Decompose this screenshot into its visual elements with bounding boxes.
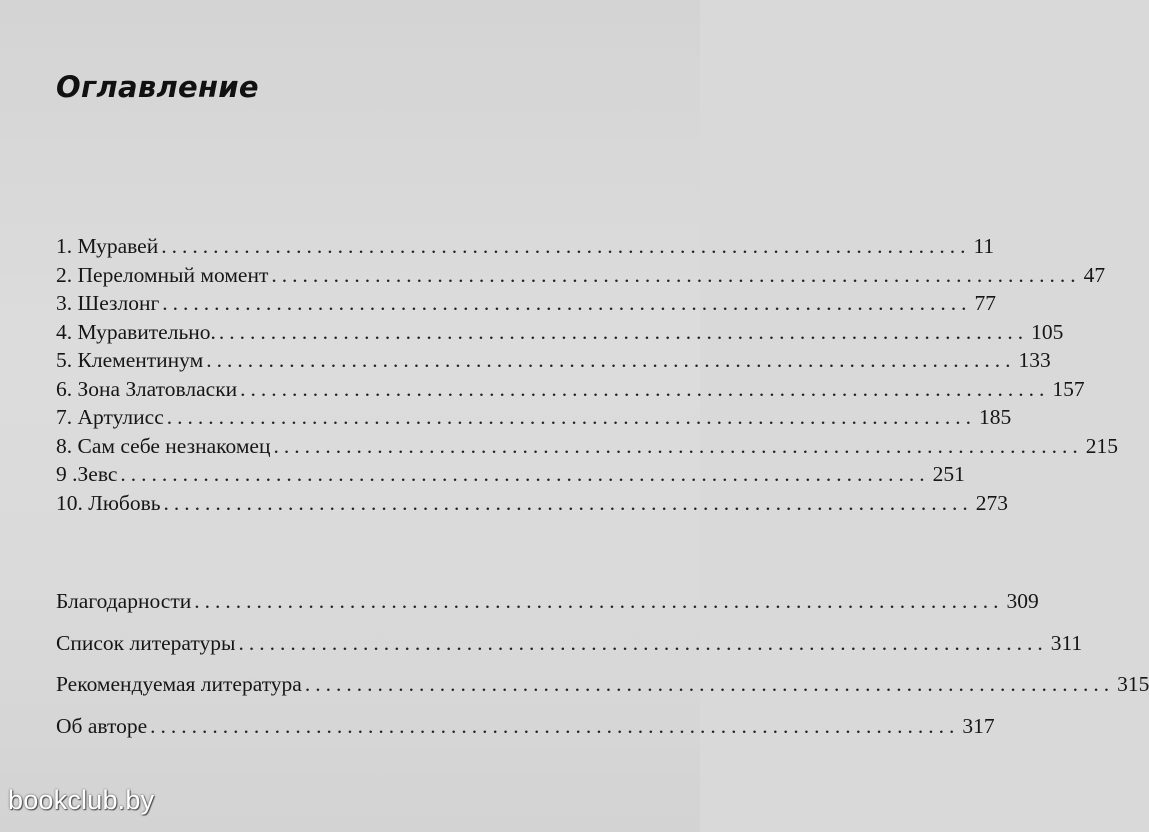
toc-entry[interactable]: [56, 318, 1064, 347]
toc-entry[interactable]: [56, 629, 1083, 658]
leader-dots: ..............................................................................: [166, 405, 976, 429]
page-title: Оглавление: [56, 70, 259, 104]
toc-entry-page: 311: [1050, 630, 1083, 655]
toc-entry-label: 10. Любовь: [56, 490, 161, 515]
toc-entry-label: 2. Переломный момент: [56, 262, 269, 287]
leader-dots: ..............................................................................: [162, 291, 972, 315]
toc-entry[interactable]: [56, 712, 995, 741]
toc-entry-page: 157: [1052, 376, 1085, 401]
toc-entry[interactable]: [56, 232, 995, 261]
show-through-text: [30, 0, 690, 44]
toc-entry[interactable]: [56, 432, 1118, 461]
toc-entry[interactable]: [56, 289, 997, 318]
leader-dots: ..............................................................................: [238, 630, 1048, 655]
toc-entry-page: 11: [973, 234, 995, 258]
leader-dots: ..............................................................................: [273, 433, 1083, 458]
toc-entry-label: Благодарности: [56, 589, 192, 613]
leader-dots: ..............................................................................: [218, 319, 1029, 344]
toc-entry-page: 185: [978, 405, 1012, 429]
toc-entry-label: Список литературы: [56, 630, 236, 655]
watermark-logo: bookclub.by: [8, 785, 155, 815]
leader-dots: ..............................................................................: [120, 462, 930, 486]
toc-entry-page: 251: [932, 462, 965, 486]
toc-entry-page: 77: [974, 291, 997, 315]
leader-dots: ..............................................................................: [161, 234, 971, 258]
leader-dots: ..............................................................................: [240, 376, 1050, 401]
toc-entry[interactable]: [56, 346, 1051, 375]
toc-entry[interactable]: [56, 489, 1009, 518]
toc-entry-label: Об авторе: [56, 713, 148, 738]
leader-dots: ..............................................................................: [206, 348, 1016, 372]
back-matter-list: [56, 587, 1149, 753]
toc-entry-label: Рекомендуемая литература: [56, 672, 302, 696]
toc-entry[interactable]: [56, 375, 1085, 404]
toc-entry-page: 317: [962, 713, 995, 738]
toc-entry-page: 309: [1006, 589, 1039, 613]
toc-entry-label: 9 .Зевс: [56, 462, 118, 486]
toc-entry-page: 273: [975, 490, 1009, 515]
toc-entry-label: 5. Клементинум: [56, 348, 204, 372]
table-of-contents: [56, 232, 1118, 517]
toc-entry-page: 105: [1031, 319, 1064, 344]
toc-entry-label: 7. Артулисс: [56, 405, 164, 429]
toc-entry-page: 215: [1085, 433, 1118, 458]
leader-dots: ..............................................................................: [163, 490, 973, 515]
toc-entry-label: 6. Зона Златовласки: [56, 376, 238, 401]
toc-entry-label: 8. Сам себе незнакомец: [56, 433, 271, 458]
toc-entry-page: 133: [1018, 348, 1051, 372]
toc-entry-label: 3. Шезлонг: [56, 291, 160, 315]
toc-entry-label: 4. Муравительно.: [56, 319, 216, 344]
leader-dots: ..............................................................................: [271, 262, 1081, 287]
toc-entry-label: 1. Муравей: [56, 234, 159, 258]
leader-dots: ..............................................................................: [150, 713, 960, 738]
leader-dots: ..............................................................................: [194, 589, 1004, 613]
toc-entry[interactable]: [56, 670, 1149, 699]
toc-entry[interactable]: [56, 261, 1106, 290]
leader-dots: ..............................................................................: [304, 672, 1115, 696]
toc-entry-page: 47: [1083, 262, 1106, 287]
toc-entry[interactable]: [56, 587, 1039, 616]
toc-entry[interactable]: [56, 403, 1012, 432]
toc-entry-page: 315: [1117, 672, 1149, 696]
toc-entry[interactable]: [56, 460, 965, 489]
